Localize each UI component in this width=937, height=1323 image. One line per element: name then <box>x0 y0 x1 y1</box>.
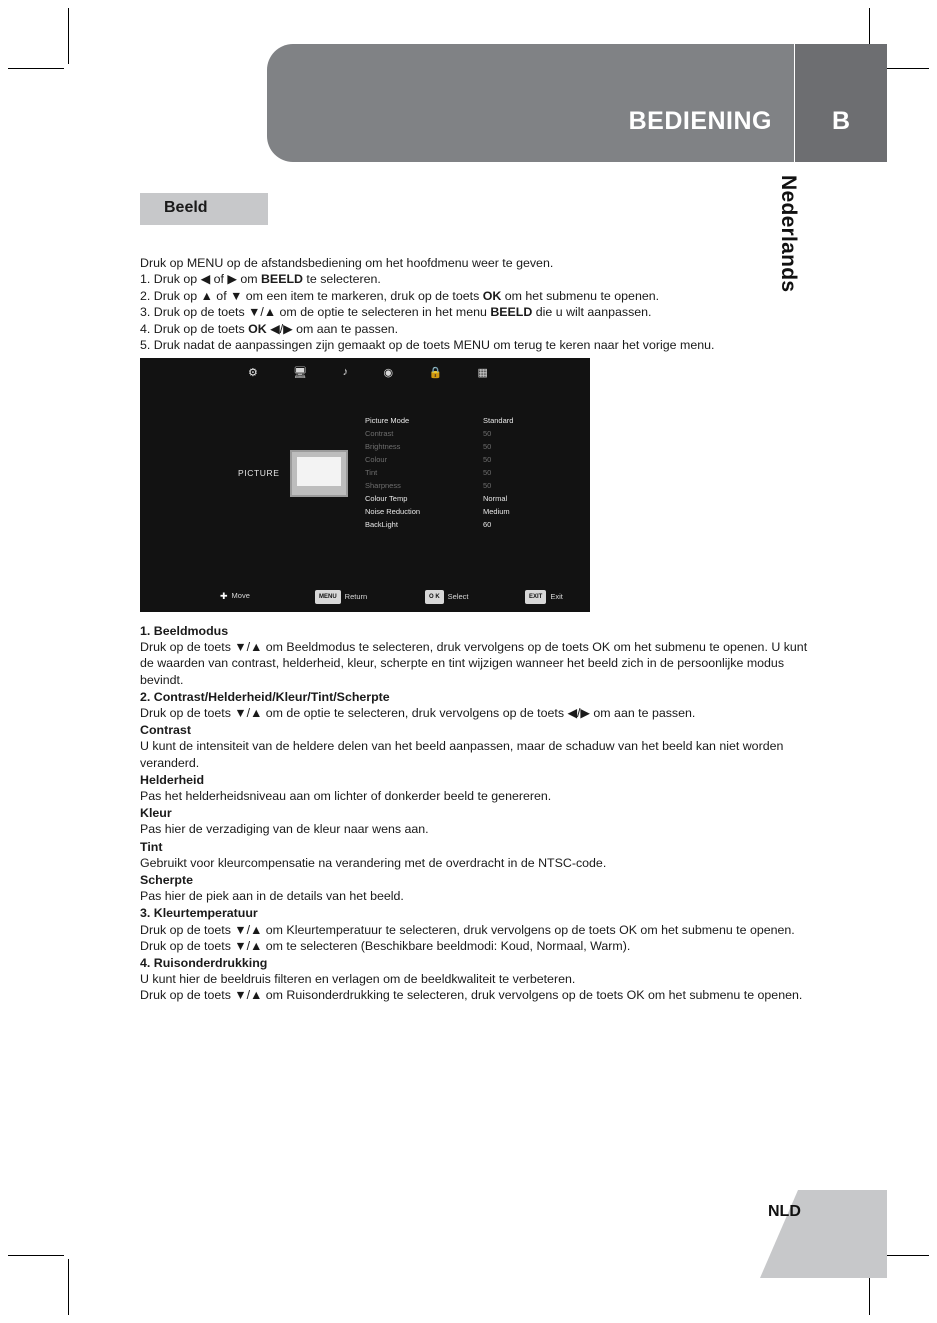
osd-setting-value: Standard <box>483 416 514 425</box>
osd-setting-value: 60 <box>483 520 492 529</box>
osd-setting-label: Noise Reduction <box>365 507 421 516</box>
body-paragraph: Druk op de toets ▼/▲ om de optie te selecteren, druk vervolgens op de toets ◀/▶ om aan te passen. <box>140 706 696 721</box>
osd-setting-row[interactable] <box>365 505 525 518</box>
body-text-block <box>140 622 810 1004</box>
section-tab-label: Beeld <box>164 199 208 216</box>
osd-setting-label: Colour <box>365 455 388 464</box>
body-heading: Contrast <box>140 723 191 738</box>
body-heading: 3. Kleurtemperatuur <box>140 906 258 921</box>
osd-setting-label: BackLight <box>365 520 398 529</box>
osd-setting-label: Contrast <box>365 429 394 438</box>
page-header-bar <box>267 44 794 162</box>
osd-setting-value: Normal <box>483 494 508 503</box>
body-paragraph: Pas hier de piek aan in de details van het beeld. <box>140 889 404 904</box>
monitor-icon: 🖥 <box>293 367 308 379</box>
crop-mark-bottom-left-vertical <box>68 1259 69 1315</box>
osd-setting-label: Colour Temp <box>365 494 408 503</box>
intro-line: 3. Druk op de toets ▼/▲ om de optie te selecteren in het menu BEELD die u wilt aanpassen. <box>140 305 652 320</box>
grid-icon: ▦ <box>477 367 488 379</box>
section-tab <box>140 193 268 225</box>
body-heading: Tint <box>140 839 163 854</box>
chapter-letter: B <box>831 107 851 135</box>
body-paragraph: Druk op de toets ▼/▲ om Kleurtemperatuur te selecteren, druk vervolgens op de toets OK om het submenu te openen. <box>140 922 795 937</box>
body-heading: Kleur <box>140 806 172 821</box>
body-paragraph: Druk op de toets ▼/▲ om te selecteren (Beschikbare beeldmodi: Koud, Normaal, Warm). <box>140 938 631 953</box>
osd-setting-value: 50 <box>483 481 492 490</box>
osd-setting-row[interactable] <box>365 492 525 505</box>
body-paragraph: Druk op de toets ▼/▲ om Ruisonderdrukking te selecteren, druk vervolgens op de toets OK om het submenu te openen. <box>140 988 803 1003</box>
osd-setting-value: 50 <box>483 442 492 451</box>
osd-category-label: PICTURE <box>238 468 280 478</box>
osd-setting-row[interactable] <box>365 453 525 466</box>
intro-line: Druk op MENU op de afstandsbediening om het hoofdmenu weer te geven. <box>140 256 554 270</box>
body-paragraph: Pas het helderheidsniveau aan om lichter of donkerder beeld te genereren. <box>140 789 552 804</box>
crop-mark-top-left-vertical <box>68 8 69 64</box>
osd-setting-label: Sharpness <box>365 481 401 490</box>
osd-footer-select: O K Select <box>425 590 469 604</box>
lock-icon: 🔒 <box>428 367 443 379</box>
osd-setting-label: Picture Mode <box>365 416 410 425</box>
intro-block <box>140 255 800 353</box>
chapter-letter-box <box>795 44 887 162</box>
body-heading: 1. Beeldmodus <box>140 624 229 638</box>
body-paragraph: Gebruikt voor kleurcompensatie na verandering met de overdracht in de NTSC-code. <box>140 855 607 870</box>
osd-footer-exit: EXIT Exit <box>525 590 563 604</box>
body-paragraph: U kunt de intensiteit van de heldere delen van het beeld aanpassen, maar de schaduw van het beeld kan niet worden veranderd. <box>140 739 784 770</box>
crop-mark-top-left-horizontal <box>8 68 64 69</box>
osd-setting-row[interactable] <box>365 466 525 479</box>
language-side-label: Nederlands <box>777 175 800 293</box>
body-paragraph: U kunt hier de beeldruis filteren en verlagen om de beeldkwaliteit te verbeteren. <box>140 972 576 987</box>
osd-setting-value: Medium <box>483 507 510 516</box>
clock-icon: ◉ <box>383 367 394 379</box>
ok-key-icon: O K <box>425 590 444 604</box>
osd-setting-row[interactable] <box>365 479 525 492</box>
body-paragraph: Pas hier de verzadiging van de kleur naar wens aan. <box>140 822 429 837</box>
osd-settings-list <box>365 414 525 531</box>
body-heading: Helderheid <box>140 772 205 787</box>
osd-icon-row <box>248 366 488 379</box>
intro-line: 5. Druk nadat de aanpassingen zijn gemaakt op de toets MENU om terug te keren naar het vorige menu. <box>140 338 715 353</box>
menu-key-icon: MENU <box>315 590 341 604</box>
osd-footer <box>140 590 590 604</box>
body-heading: Scherpte <box>140 873 194 888</box>
music-note-icon: ♪ <box>342 366 349 378</box>
dpad-icon: ✚ <box>220 591 228 602</box>
exit-key-icon: EXIT <box>525 590 546 604</box>
body-paragraph: Druk op de toets ▼/▲ om Beeldmodus te selecteren, druk vervolgens op de toets OK om het submenu te openen. U kunt de waarden van contrast, helderheid, kleur, scherpte en tint wijzigen wanneer het beeld zich in de persoonlijke modus bevindt. <box>140 640 808 687</box>
intro-line: 4. Druk op de toets OK ◀/▶ om aan te passen. <box>140 321 399 336</box>
tv-icon <box>290 450 348 497</box>
osd-footer-move: ✚ Move <box>220 591 250 602</box>
osd-setting-label: Tint <box>365 468 378 477</box>
body-heading: 4. Ruisonderdrukking <box>140 956 268 971</box>
osd-setting-value: 50 <box>483 468 492 477</box>
osd-setting-row[interactable] <box>365 414 525 427</box>
osd-footer-return: MENU Return <box>315 590 367 604</box>
osd-screenshot <box>140 358 590 612</box>
intro-line: 1. Druk op ◀ of ▶ om BEELD te selecteren. <box>140 272 381 287</box>
osd-setting-value: 50 <box>483 429 492 438</box>
osd-setting-row[interactable] <box>365 440 525 453</box>
intro-line: 2. Druk op ▲ of ▼ om een item te markeren, druk op de toets OK om het submenu te openen. <box>140 288 660 303</box>
osd-setting-label: Brightness <box>365 442 401 451</box>
page-title: BEDIENING <box>628 107 772 135</box>
osd-setting-row[interactable] <box>365 518 525 531</box>
osd-setting-value: 50 <box>483 455 492 464</box>
footer-language-code: NLD <box>768 1203 801 1220</box>
body-heading: 2. Contrast/Helderheid/Kleur/Tint/Scherpte <box>140 689 390 704</box>
gear-icon: ⚙ <box>248 367 258 379</box>
crop-mark-bottom-left-horizontal <box>8 1255 64 1256</box>
osd-setting-row[interactable] <box>365 427 525 440</box>
